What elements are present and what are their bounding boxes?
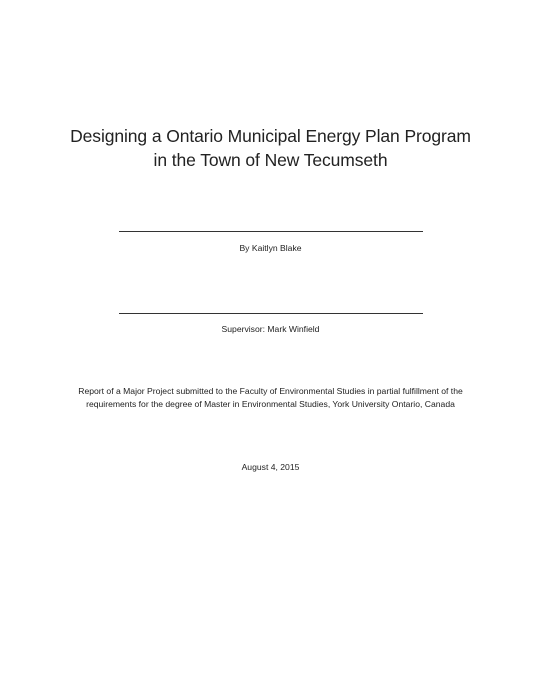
supervisor-name: Supervisor: Mark Winfield (221, 324, 320, 334)
report-title-line-2: in the Town of New Tecumseth (153, 150, 388, 170)
submission-statement-line-1: Report of a Major Project submitted to the Faculty of Environmental Studies in partial fulfillment of the (78, 386, 463, 396)
submission-date: August 4, 2015 (241, 462, 300, 472)
author-signature-line (119, 231, 423, 232)
submission-statement-line-2: requirements for the degree of Master in Environmental Studies, York University Ontario, Canada (86, 399, 455, 409)
author-name: By Kaitlyn Blake (239, 243, 302, 253)
report-title-line-1: Designing a Ontario Municipal Energy Plan Program (70, 126, 471, 146)
supervisor-signature-line (119, 313, 423, 314)
